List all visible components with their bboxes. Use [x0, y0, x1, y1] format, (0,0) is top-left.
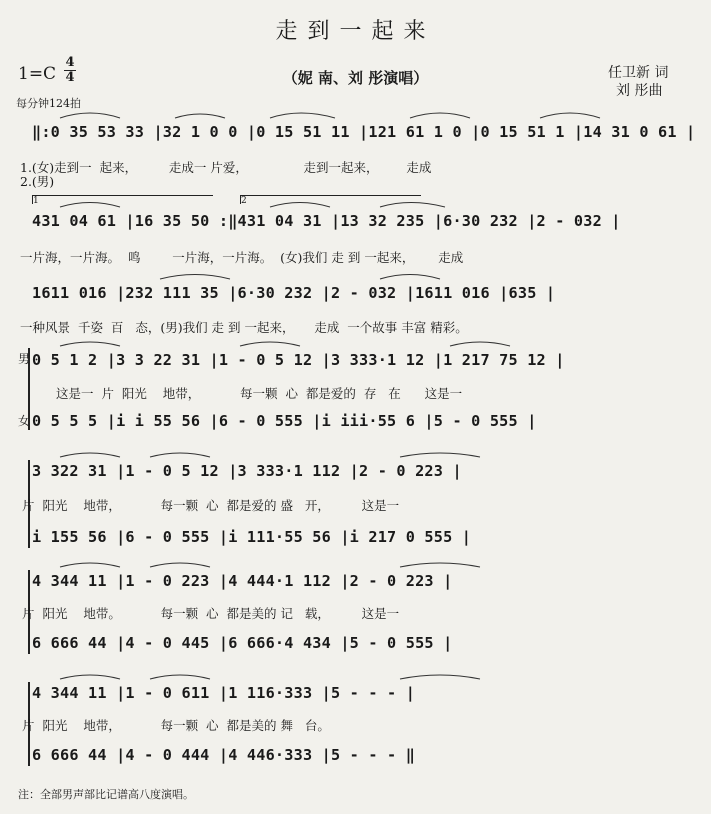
lyric-line-8: 片 阳光 地带。 每一颗 心 都是美的 记 载， 这是一 — [22, 606, 400, 621]
slur — [380, 203, 445, 208]
notation-line-6: 3 322 31 |1 - 0 5 12 |3 333·1 112 |2 - 0 223 | — [32, 462, 462, 480]
volta-bracket-1: 1 — [32, 195, 213, 204]
song-title: 走到一起来 — [275, 19, 436, 44]
slur — [60, 113, 120, 118]
volta-bracket-2: 2 — [240, 195, 421, 204]
slur — [175, 114, 225, 118]
notation-line-1: ‖:0 35 53 33 |32 1 0 0 |0 15 51 11 |121 61 1 0 |0 15 51 1 |14 31 0 61 | — [32, 123, 696, 141]
notation-line-2: 431 04 61 |16 35 50 :‖431 04 31 |13 32 235 |6·30 232 |2 - 032 | — [32, 212, 621, 230]
slur — [400, 453, 480, 457]
slur — [410, 113, 470, 118]
slur — [270, 113, 335, 118]
lyricist: 任卫新 词 — [608, 65, 669, 81]
key-signature: 1=C — [18, 64, 57, 84]
notation-line-8: 4 344 11 |1 - 0 223 |4 444·1 112 |2 - 0 223 | — [32, 572, 453, 590]
slur — [150, 675, 210, 679]
slur — [60, 675, 120, 679]
lyric-line-3: 一种风景 千姿 百 态，(男)我们 走 到 一起来， 走成 一个故事 丰富 精彩。 — [20, 320, 468, 335]
tempo-marking: 每分钟124拍 — [16, 97, 81, 110]
lyric-line-1b: 2.(男) — [20, 174, 55, 189]
slur — [240, 342, 300, 346]
slur — [270, 203, 330, 208]
meter-bottom: 4 — [65, 70, 75, 85]
footnote: 注：全部男声部比记谱高八度演唱。 — [18, 788, 194, 801]
lyric-line-1: 1.(女)走到一 起来， 走成一 片爱， 走到一起来， 走成 — [20, 160, 432, 175]
composer: 刘 彤曲 — [616, 83, 663, 99]
voice-label-female: 女 — [18, 414, 31, 428]
slur — [400, 675, 480, 679]
slur — [540, 113, 600, 118]
slur — [60, 342, 120, 346]
voice-label-male: 男 — [18, 352, 31, 366]
slur — [380, 275, 440, 280]
notation-line-3: 1611 016 |232 111 35 |6·30 232 |2 - 032 |1611 016 |635 | — [32, 284, 556, 302]
notation-line-7: i 155 56 |6 - 0 555 |i 111·55 56 |i 217 0 555 | — [32, 528, 472, 546]
notation-line-10: 4 344 11 |1 - 0 611 |1 116·333 |5 - - - | — [32, 684, 416, 702]
slur — [60, 453, 120, 457]
slur — [450, 342, 510, 346]
notation-line-11: 6 666 44 |4 - 0 444 |4 446·333 |5 - - - ‖ — [32, 746, 416, 764]
notation-line-9: 6 666 44 |4 - 0 445 |6 666·4 434 |5 - 0 555 | — [32, 634, 453, 652]
lyric-line-4: 这是一 片 阳光 地带， 每一颗 心 都是爱的 存 在 这是一 — [56, 386, 463, 401]
slur — [150, 563, 210, 567]
lyric-line-6: 片 阳光 地带， 每一颗 心 都是爱的 盛 开， 这是一 — [22, 498, 400, 513]
singers: （妮 南、刘 彤演唱） — [282, 69, 429, 87]
lyric-line-2: 一片海，一片海。 鸣 一片海，一片海。 (女)我们 走 到 一起来， 走成 — [20, 250, 464, 265]
slur — [60, 203, 120, 208]
meter-top: 4 — [65, 55, 75, 70]
slur — [60, 563, 120, 567]
notation-line-5: 0 5 5 5 |i i 55 56 |6 - 0 555 |i iii·55 6 |5 - 0 555 | — [32, 412, 537, 430]
slur — [150, 453, 210, 457]
lyric-line-10: 片 阳光 地带， 每一颗 心 都是美的 舞 台。 — [22, 718, 330, 733]
slur — [400, 563, 480, 567]
slur — [160, 275, 230, 280]
notation-line-4: 0 5 1 2 |3 3 22 31 |1 - 0 5 12 |3 333·1 12 |1 217 75 12 | — [32, 351, 565, 369]
